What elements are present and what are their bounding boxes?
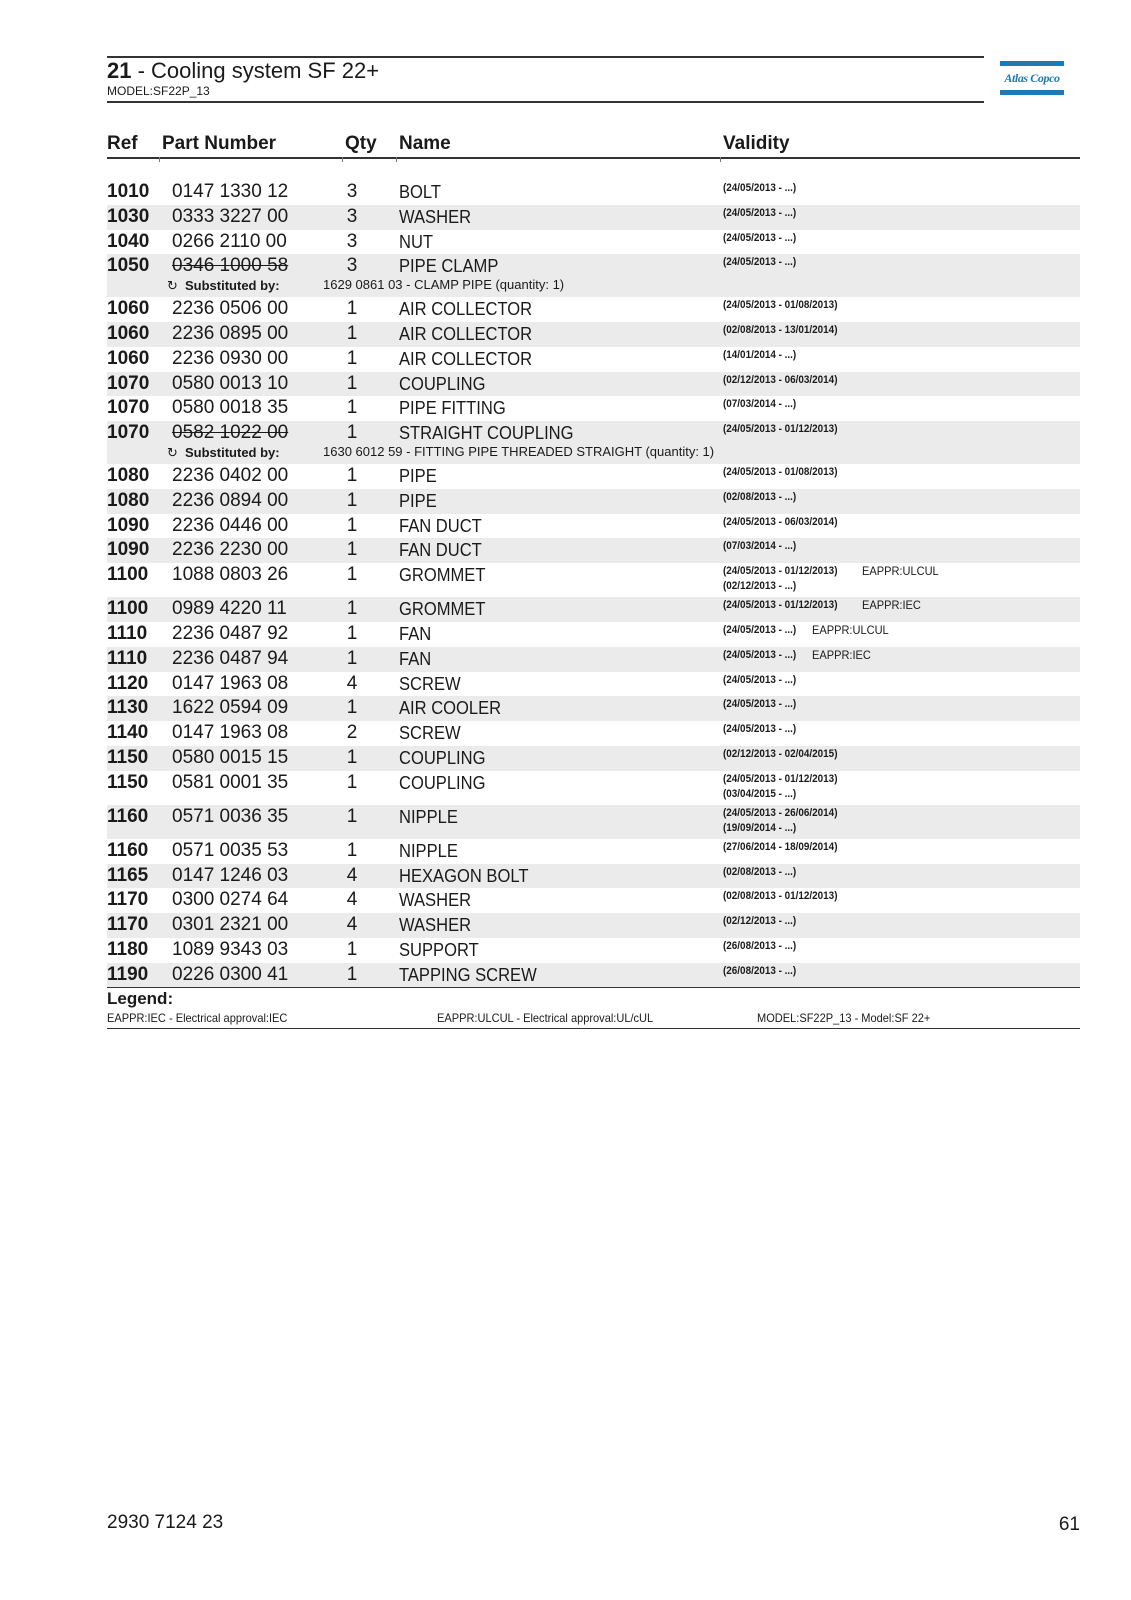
name-cell: AIR COLLECTOR xyxy=(399,299,533,320)
ref-cell: 1010 xyxy=(107,181,150,202)
qty-cell: 3 xyxy=(346,205,358,227)
qty-cell: 1 xyxy=(346,697,358,719)
logo-top-bar xyxy=(1000,61,1064,66)
validity-cell xyxy=(723,515,837,530)
part-number-cell: 2236 0930 00 xyxy=(172,347,289,369)
validity-cell xyxy=(723,373,837,388)
validity-range: (02/12/2013 - ...) xyxy=(723,580,797,593)
table-row xyxy=(107,322,1080,347)
part-number-cell: 0581 0001 35 xyxy=(172,771,289,793)
ref-cell: 1030 xyxy=(107,205,150,227)
qty-cell: 3 xyxy=(346,255,358,277)
ref-cell: 1090 xyxy=(107,539,150,561)
validity-range: (26/08/2013 - ...) xyxy=(723,940,797,952)
table-row xyxy=(107,563,1080,597)
ref-cell: 1170 xyxy=(107,889,149,911)
name-cell: SCREW xyxy=(399,723,461,744)
validity-cell xyxy=(723,964,796,979)
qty-cell: 1 xyxy=(346,564,358,586)
name-cell: GROMMET xyxy=(399,599,486,620)
part-number-cell: 2236 0894 00 xyxy=(172,489,289,511)
validity-cell xyxy=(723,490,796,505)
ref-cell: 1070 xyxy=(107,397,150,419)
validity-range: (14/01/2014 - ...) xyxy=(723,348,797,361)
name-cell: FAN DUCT xyxy=(399,540,482,561)
column-separator xyxy=(342,157,343,162)
table-row xyxy=(107,254,1080,297)
section-number: 21 xyxy=(107,58,132,83)
qty-cell: 1 xyxy=(346,372,358,394)
document-number: 2930 7124 23 xyxy=(107,1512,224,1533)
validity-cell xyxy=(723,914,796,929)
validity-range: (02/08/2013 - ...) xyxy=(723,490,797,503)
validity-cell xyxy=(723,465,837,480)
table-row xyxy=(107,839,1080,864)
part-number-cell: 0580 0013 10 xyxy=(172,372,289,394)
ref-cell: 1180 xyxy=(107,939,149,960)
validity-range: (24/05/2013 - ...) xyxy=(723,256,797,269)
ref-cell: 1070 xyxy=(107,372,150,394)
validity-range: (24/05/2013 - ...) xyxy=(723,182,797,194)
table-row xyxy=(107,864,1080,889)
ref-cell: 1110 xyxy=(107,647,148,669)
ref-cell: 1080 xyxy=(107,489,150,511)
validity-cell xyxy=(723,539,796,554)
table-row xyxy=(107,963,1080,988)
column-header-part-number: Part Number xyxy=(162,133,277,154)
legend-top-rule xyxy=(107,987,1080,988)
logo-bottom-bar xyxy=(1000,90,1064,95)
table-row xyxy=(107,230,1080,255)
legend-bottom-rule xyxy=(107,1028,1080,1029)
substituted-by-text: Substituted by: xyxy=(185,444,280,460)
table-row xyxy=(107,938,1080,963)
part-number-cell: 0226 0300 41 xyxy=(172,963,289,985)
column-header-name: Name xyxy=(399,133,451,154)
name-cell: PIPE xyxy=(399,490,437,511)
table-row xyxy=(107,464,1080,489)
legend-item: EAPPR:IEC - Electrical approval:IEC xyxy=(107,1011,288,1025)
substitute-part: 1630 6012 59 - FITTING PIPE THREADED STRAIGHT (quantity: 1) xyxy=(323,443,715,459)
legend-title: Legend: xyxy=(107,989,174,1008)
validity-range: (24/05/2013 - ...) xyxy=(723,206,797,219)
part-number-cell: 0147 1246 03 xyxy=(172,864,289,886)
ref-cell: 1060 xyxy=(107,323,150,344)
qty-cell: 1 xyxy=(346,539,358,561)
validity-cell xyxy=(723,231,796,246)
qty-cell: 1 xyxy=(346,647,358,669)
validity-range: (24/05/2013 - 01/12/2013) xyxy=(723,599,838,612)
name-cell: FAN xyxy=(399,624,432,644)
validity-cell xyxy=(723,298,837,313)
part-number-cell: 0571 0036 35 xyxy=(172,805,289,827)
table-row xyxy=(107,597,1080,622)
table-row xyxy=(107,696,1080,721)
validity-range: (02/08/2013 - 01/12/2013) xyxy=(723,890,838,903)
part-number-cell: 2236 0487 94 xyxy=(172,647,289,669)
ref-cell: 1130 xyxy=(107,697,149,719)
part-number-cell: 2236 0487 92 xyxy=(172,623,289,644)
qty-cell: 1 xyxy=(346,805,358,827)
qty-cell: 4 xyxy=(346,672,358,694)
validity-cell xyxy=(723,747,837,762)
name-cell: SUPPORT xyxy=(399,940,479,960)
validity-cell xyxy=(723,772,837,802)
table-row xyxy=(107,514,1080,539)
validity-cell xyxy=(723,840,837,855)
refresh-icon: ↻ xyxy=(167,278,178,294)
validity-range: (07/03/2014 - ...) xyxy=(723,398,797,411)
name-cell: GROMMET xyxy=(399,565,486,586)
validity-range: (24/05/2013 - ...) xyxy=(723,698,797,711)
name-cell: FAN DUCT xyxy=(399,515,482,536)
qty-cell: 1 xyxy=(346,598,358,620)
part-number-cell: 1089 9343 03 xyxy=(172,939,289,960)
validity-cell xyxy=(723,255,796,270)
validity-range: (24/05/2013 - 01/08/2013) xyxy=(723,299,838,312)
validity-range: (24/05/2013 - 06/03/2014) xyxy=(723,515,838,528)
table-row xyxy=(107,347,1080,372)
qty-cell: 1 xyxy=(346,771,358,793)
table-row xyxy=(107,205,1080,230)
page-title xyxy=(107,58,379,84)
column-header-validity: Validity xyxy=(723,133,790,154)
ref-cell: 1160 xyxy=(107,805,149,827)
validity-range: (24/05/2013 - 01/12/2013) xyxy=(723,423,838,436)
approval-annotation: EAPPR:ULCUL xyxy=(862,564,939,579)
name-cell: STRAIGHT COUPLING xyxy=(399,423,574,444)
qty-cell: 1 xyxy=(346,397,358,419)
validity-cell xyxy=(723,422,837,437)
approval-annotation: EAPPR:IEC xyxy=(862,598,921,613)
logo-text: Atlas Copco xyxy=(1004,71,1060,85)
part-number-cell: 0582 1022 00 xyxy=(172,422,289,444)
name-cell: NIPPLE xyxy=(399,840,458,861)
qty-cell: 1 xyxy=(346,514,358,536)
part-number-cell: 0346 1000 58 xyxy=(172,255,289,277)
column-separator xyxy=(396,157,397,162)
ref-cell: 1050 xyxy=(107,255,150,277)
validity-range: (02/12/2013 - ...) xyxy=(723,915,797,928)
qty-cell: 4 xyxy=(346,914,358,936)
validity-range: (03/04/2015 - ...) xyxy=(723,787,797,800)
validity-cell xyxy=(723,806,837,836)
ref-cell: 1140 xyxy=(107,722,149,744)
validity-range: (02/08/2013 - 13/01/2014) xyxy=(723,324,838,336)
qty-cell: 1 xyxy=(346,623,358,644)
ref-cell: 1170 xyxy=(107,914,149,936)
qty-cell: 3 xyxy=(346,181,358,202)
validity-cell xyxy=(723,722,796,737)
validity-cell xyxy=(723,697,796,712)
ref-cell: 1110 xyxy=(107,623,148,644)
section-title: - Cooling system SF 22+ xyxy=(131,58,380,83)
part-number-cell: 0333 3227 00 xyxy=(172,205,289,227)
qty-cell: 1 xyxy=(346,489,358,511)
name-cell: AIR COLLECTOR xyxy=(399,324,533,344)
validity-cell xyxy=(723,397,796,412)
qty-cell: 1 xyxy=(346,323,358,344)
substitute-part: 1629 0861 03 - CLAMP PIPE (quantity: 1) xyxy=(323,277,565,293)
validity-cell xyxy=(723,648,796,663)
part-number-cell: 0989 4220 11 xyxy=(172,598,287,620)
name-cell: WASHER xyxy=(399,890,472,911)
part-number-cell: 0147 1963 08 xyxy=(172,672,289,694)
validity-range: (19/09/2014 - ...) xyxy=(723,821,797,834)
table-row xyxy=(107,421,1080,464)
table-row xyxy=(107,721,1080,746)
name-cell: NIPPLE xyxy=(399,806,458,827)
qty-cell: 1 xyxy=(346,839,358,861)
name-cell: WASHER xyxy=(399,206,472,227)
validity-cell xyxy=(723,889,837,904)
name-cell: AIR COLLECTOR xyxy=(399,348,533,369)
name-cell: SCREW xyxy=(399,673,461,694)
validity-range: (02/12/2013 - 02/04/2015) xyxy=(723,748,838,760)
validity-cell xyxy=(723,623,796,638)
legend-item: EAPPR:ULCUL - Electrical approval:UL/cUL xyxy=(437,1011,654,1025)
validity-range: (24/05/2013 - ...) xyxy=(723,723,797,736)
part-number-cell: 0266 2110 00 xyxy=(172,230,287,252)
part-number-cell: 2236 2230 00 xyxy=(172,539,289,561)
qty-cell: 1 xyxy=(346,298,358,320)
column-header-ref: Ref xyxy=(107,133,138,154)
table-row xyxy=(107,746,1080,771)
validity-cell xyxy=(723,323,837,338)
name-cell: HEXAGON BOLT xyxy=(399,865,529,886)
table-row xyxy=(107,538,1080,563)
ref-cell: 1100 xyxy=(107,598,149,620)
part-number-cell: 2236 0446 00 xyxy=(172,514,289,536)
ref-cell: 1040 xyxy=(107,230,150,252)
substituted-by-label xyxy=(167,445,280,461)
part-number-cell: 0301 2321 00 xyxy=(172,914,289,936)
name-cell: TAPPING SCREW xyxy=(399,964,537,985)
qty-cell: 4 xyxy=(346,889,358,911)
part-number-cell: 0147 1963 08 xyxy=(172,722,289,744)
part-number-cell: 2236 0895 00 xyxy=(172,323,289,344)
qty-cell: 1 xyxy=(346,422,358,444)
table-row xyxy=(107,805,1080,839)
part-number-cell: 2236 0402 00 xyxy=(172,465,289,486)
part-number-cell: 0571 0035 53 xyxy=(172,839,289,861)
ref-cell: 1165 xyxy=(107,864,149,886)
table-row xyxy=(107,888,1080,913)
name-cell: FAN xyxy=(399,648,432,669)
column-separator xyxy=(720,157,721,162)
table-row xyxy=(107,771,1080,805)
table-row xyxy=(107,396,1080,421)
name-cell: COUPLING xyxy=(399,772,486,793)
validity-range: (26/08/2013 - ...) xyxy=(723,964,797,977)
part-number-cell: 1088 0803 26 xyxy=(172,564,289,586)
name-cell: BOLT xyxy=(399,182,442,202)
header-bottom-rule xyxy=(107,101,984,103)
atlas-copco-logo xyxy=(1000,61,1064,95)
ref-cell: 1160 xyxy=(107,839,149,861)
ref-cell: 1090 xyxy=(107,514,150,536)
ref-cell: 1080 xyxy=(107,465,150,486)
substituted-by-text: Substituted by: xyxy=(185,278,280,294)
part-number-cell: 0580 0018 35 xyxy=(172,397,289,419)
table-row xyxy=(107,672,1080,697)
validity-cell xyxy=(723,564,837,594)
qty-cell: 3 xyxy=(346,230,358,252)
column-header-rule xyxy=(107,157,1080,159)
column-header-qty: Qty xyxy=(345,133,377,154)
validity-range: (24/05/2013 - ...) xyxy=(723,673,797,686)
approval-annotation: EAPPR:IEC xyxy=(812,647,871,662)
table-row xyxy=(107,297,1080,322)
ref-cell: 1060 xyxy=(107,298,150,320)
table-row xyxy=(107,372,1080,397)
ref-cell: 1190 xyxy=(107,963,149,985)
part-number-cell: 1622 0594 09 xyxy=(172,697,289,719)
table-row xyxy=(107,489,1080,514)
validity-range: (24/05/2013 - ...) xyxy=(723,648,797,661)
qty-cell: 1 xyxy=(346,465,358,486)
column-separator xyxy=(159,157,160,162)
model-subtitle: MODEL:SF22P_13 xyxy=(107,84,210,98)
table-row xyxy=(107,913,1080,938)
qty-cell: 1 xyxy=(346,939,358,960)
validity-cell xyxy=(723,939,796,954)
part-number-cell: 0300 0274 64 xyxy=(172,889,289,911)
qty-cell: 1 xyxy=(346,347,358,369)
legend-item: MODEL:SF22P_13 - Model:SF 22+ xyxy=(757,1011,931,1025)
validity-cell xyxy=(723,206,796,221)
validity-cell xyxy=(723,865,796,880)
validity-range: (24/05/2013 - 01/08/2013) xyxy=(723,466,838,478)
validity-range: (02/12/2013 - 06/03/2014) xyxy=(723,373,838,386)
validity-range: (24/05/2013 - 01/12/2013) xyxy=(723,772,838,785)
qty-cell: 1 xyxy=(346,963,358,985)
substituted-by-label xyxy=(167,278,280,294)
table-row xyxy=(107,647,1080,672)
ref-cell: 1070 xyxy=(107,422,150,444)
ref-cell: 1060 xyxy=(107,347,150,369)
ref-cell: 1150 xyxy=(107,771,149,793)
validity-cell xyxy=(723,673,796,688)
qty-cell: 4 xyxy=(346,864,358,886)
part-number-cell: 0147 1330 12 xyxy=(172,181,289,202)
validity-range: (02/08/2013 - ...) xyxy=(723,865,797,878)
ref-cell: 1150 xyxy=(107,747,149,768)
name-cell: WASHER xyxy=(399,915,472,936)
table-row xyxy=(107,180,1080,205)
validity-cell xyxy=(723,598,837,613)
page-number: 61 xyxy=(1058,1514,1080,1535)
ref-cell: 1100 xyxy=(107,564,149,586)
validity-cell xyxy=(723,348,796,363)
name-cell: PIPE FITTING xyxy=(399,398,506,419)
table-row xyxy=(107,622,1080,647)
validity-range: (27/06/2014 - 18/09/2014) xyxy=(723,840,838,853)
name-cell: PIPE xyxy=(399,466,437,486)
name-cell: AIR COOLER xyxy=(399,698,502,719)
ref-cell: 1120 xyxy=(107,672,149,694)
name-cell: COUPLING xyxy=(399,748,486,768)
qty-cell: 2 xyxy=(346,722,358,744)
validity-range: (24/05/2013 - 26/06/2014) xyxy=(723,806,838,819)
refresh-icon: ↻ xyxy=(167,444,178,460)
part-number-cell: 0580 0015 15 xyxy=(172,747,289,768)
name-cell: NUT xyxy=(399,231,434,252)
approval-annotation: EAPPR:ULCUL xyxy=(812,623,889,637)
qty-cell: 1 xyxy=(346,747,358,768)
validity-range: (24/05/2013 - ...) xyxy=(723,624,797,636)
part-number-cell: 2236 0506 00 xyxy=(172,298,289,320)
validity-range: (07/03/2014 - ...) xyxy=(723,540,797,553)
validity-range: (24/05/2013 - ...) xyxy=(723,231,797,244)
name-cell: COUPLING xyxy=(399,373,486,394)
validity-range: (24/05/2013 - 01/12/2013) xyxy=(723,565,838,578)
validity-cell xyxy=(723,181,796,196)
name-cell: PIPE CLAMP xyxy=(399,256,499,277)
